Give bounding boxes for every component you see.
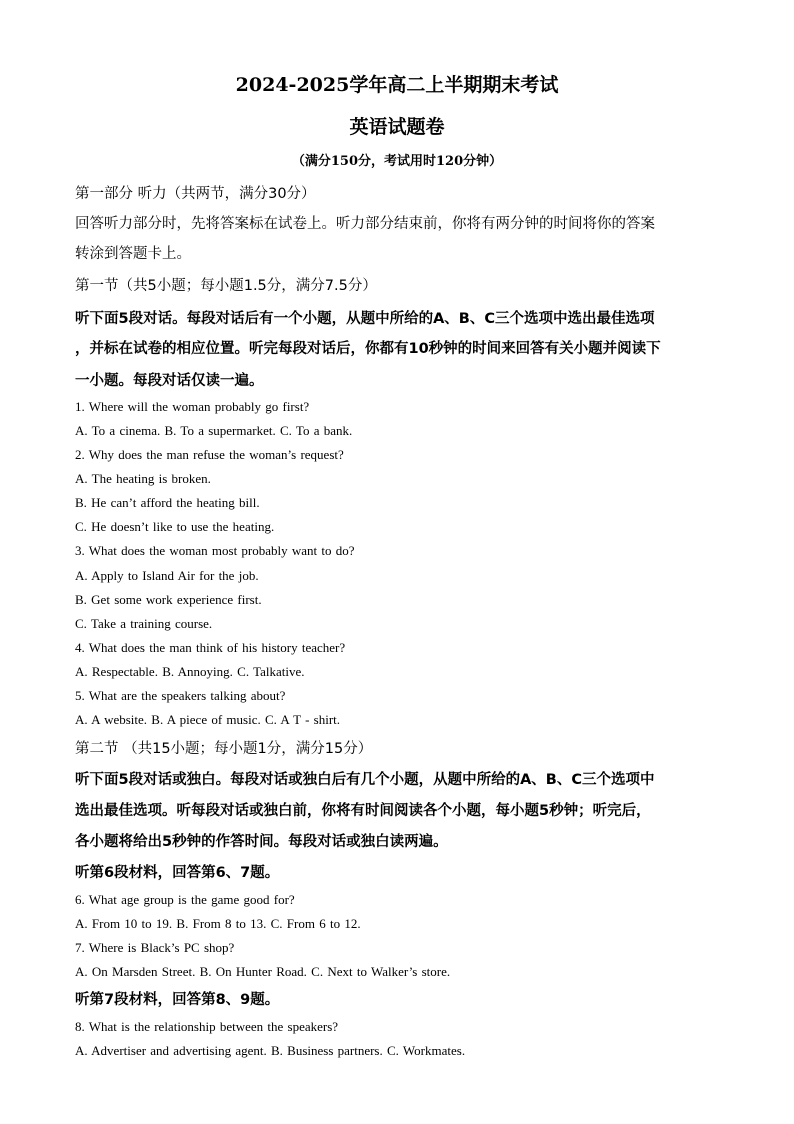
question-2: 2. Why does the man refuse the woman’s request? [75, 447, 344, 462]
question-5-options: A. A website. B. A piece of music. C. A T - shirt. [75, 712, 341, 727]
question-8: 8. What is the relationship between the speakers? [75, 1019, 339, 1034]
question-3-option-a: A. Apply to Island Air for the job. [75, 568, 259, 583]
question-5: 5. What are the speakers talking about? [75, 688, 286, 703]
section1-instruction-line-3: 一小题。每段对话仅读一遍。 [75, 373, 264, 389]
part1-instruction-line-2: 转涂到答题卡上。 [75, 246, 191, 262]
section2-instruction-line-2: 选出最佳选项。听每段对话或独白前，你将有时间阅读各个小题，每小题5秒钟；听完后， [75, 803, 651, 819]
question-4-options: A. Respectable. B. Annoying. C. Talkative. [75, 664, 305, 679]
section1-instruction-line-1: 听下面5段对话。每段对话后有一个小题，从题中所给的A、B、C三个选项中选出最佳选项 [75, 311, 655, 327]
exam-title: 2024-2025学年高二上半期期末考试 [235, 74, 559, 96]
material-7-heading: 听第7段材料，回答第8、9题。 [75, 992, 280, 1008]
section2-instruction-line-3: 各小题将给出5秒钟的作答时间。每段对话或独白读两遍。 [75, 834, 448, 850]
question-6-options: A. From 10 to 19. B. From 8 to 13. C. From 6 to 12. [75, 916, 361, 931]
question-1-options: A. To a cinema. B. To a supermarket. C. To a bank. [75, 423, 353, 438]
question-7-options: A. On Marsden Street. B. On Hunter Road. C. Next to Walker’s store. [75, 964, 451, 979]
question-3-option-c: C. Take a training course. [75, 616, 213, 631]
question-8-options: A. Advertiser and advertising agent. B. Business partners. C. Workmates. [75, 1043, 466, 1058]
question-1: 1. Where will the woman probably go first? [75, 399, 310, 414]
question-3-option-b: B. Get some work experience first. [75, 592, 262, 607]
section1-instruction-line-2: ，并标在试卷的相应位置。听完每段对话后，你都有10秒钟的时间来回答有关小题并阅读下 [75, 341, 661, 357]
question-6: 6. What age group is the game good for? [75, 892, 295, 907]
part1-instruction-line-1: 回答听力部分时，先将答案标在试卷上。听力部分结束前，你将有两分钟的时间将你的答案 [75, 216, 655, 232]
material-6-heading: 听第6段材料，回答第6、7题。 [75, 865, 280, 881]
question-2-option-c: C. He doesn’t like to use the heating. [75, 519, 275, 534]
question-3: 3. What does the woman most probably want to do? [75, 543, 355, 558]
exam-note: （满分150分，考试用时120分钟） [291, 154, 503, 169]
question-2-option-a: A. The heating is broken. [75, 471, 211, 486]
section1-heading: 第一节（共5小题；每小题1.5分，满分7.5分） [75, 278, 377, 294]
question-7: 7. Where is Black’s PC shop? [75, 940, 235, 955]
section2-heading: 第二节 （共15小题；每小题1分，满分15分） [75, 741, 373, 757]
question-2-option-b: B. He can’t afford the heating bill. [75, 495, 260, 510]
part1-heading: 第一部分 听力（共两节，满分30分） [75, 186, 316, 202]
question-4: 4. What does the man think of his history teacher? [75, 640, 346, 655]
exam-subtitle: 英语试题卷 [349, 116, 445, 138]
section2-instruction-line-1: 听下面5段对话或独白。每段对话或独白后有几个小题，从题中所给的A、B、C三个选项中 [75, 772, 655, 788]
